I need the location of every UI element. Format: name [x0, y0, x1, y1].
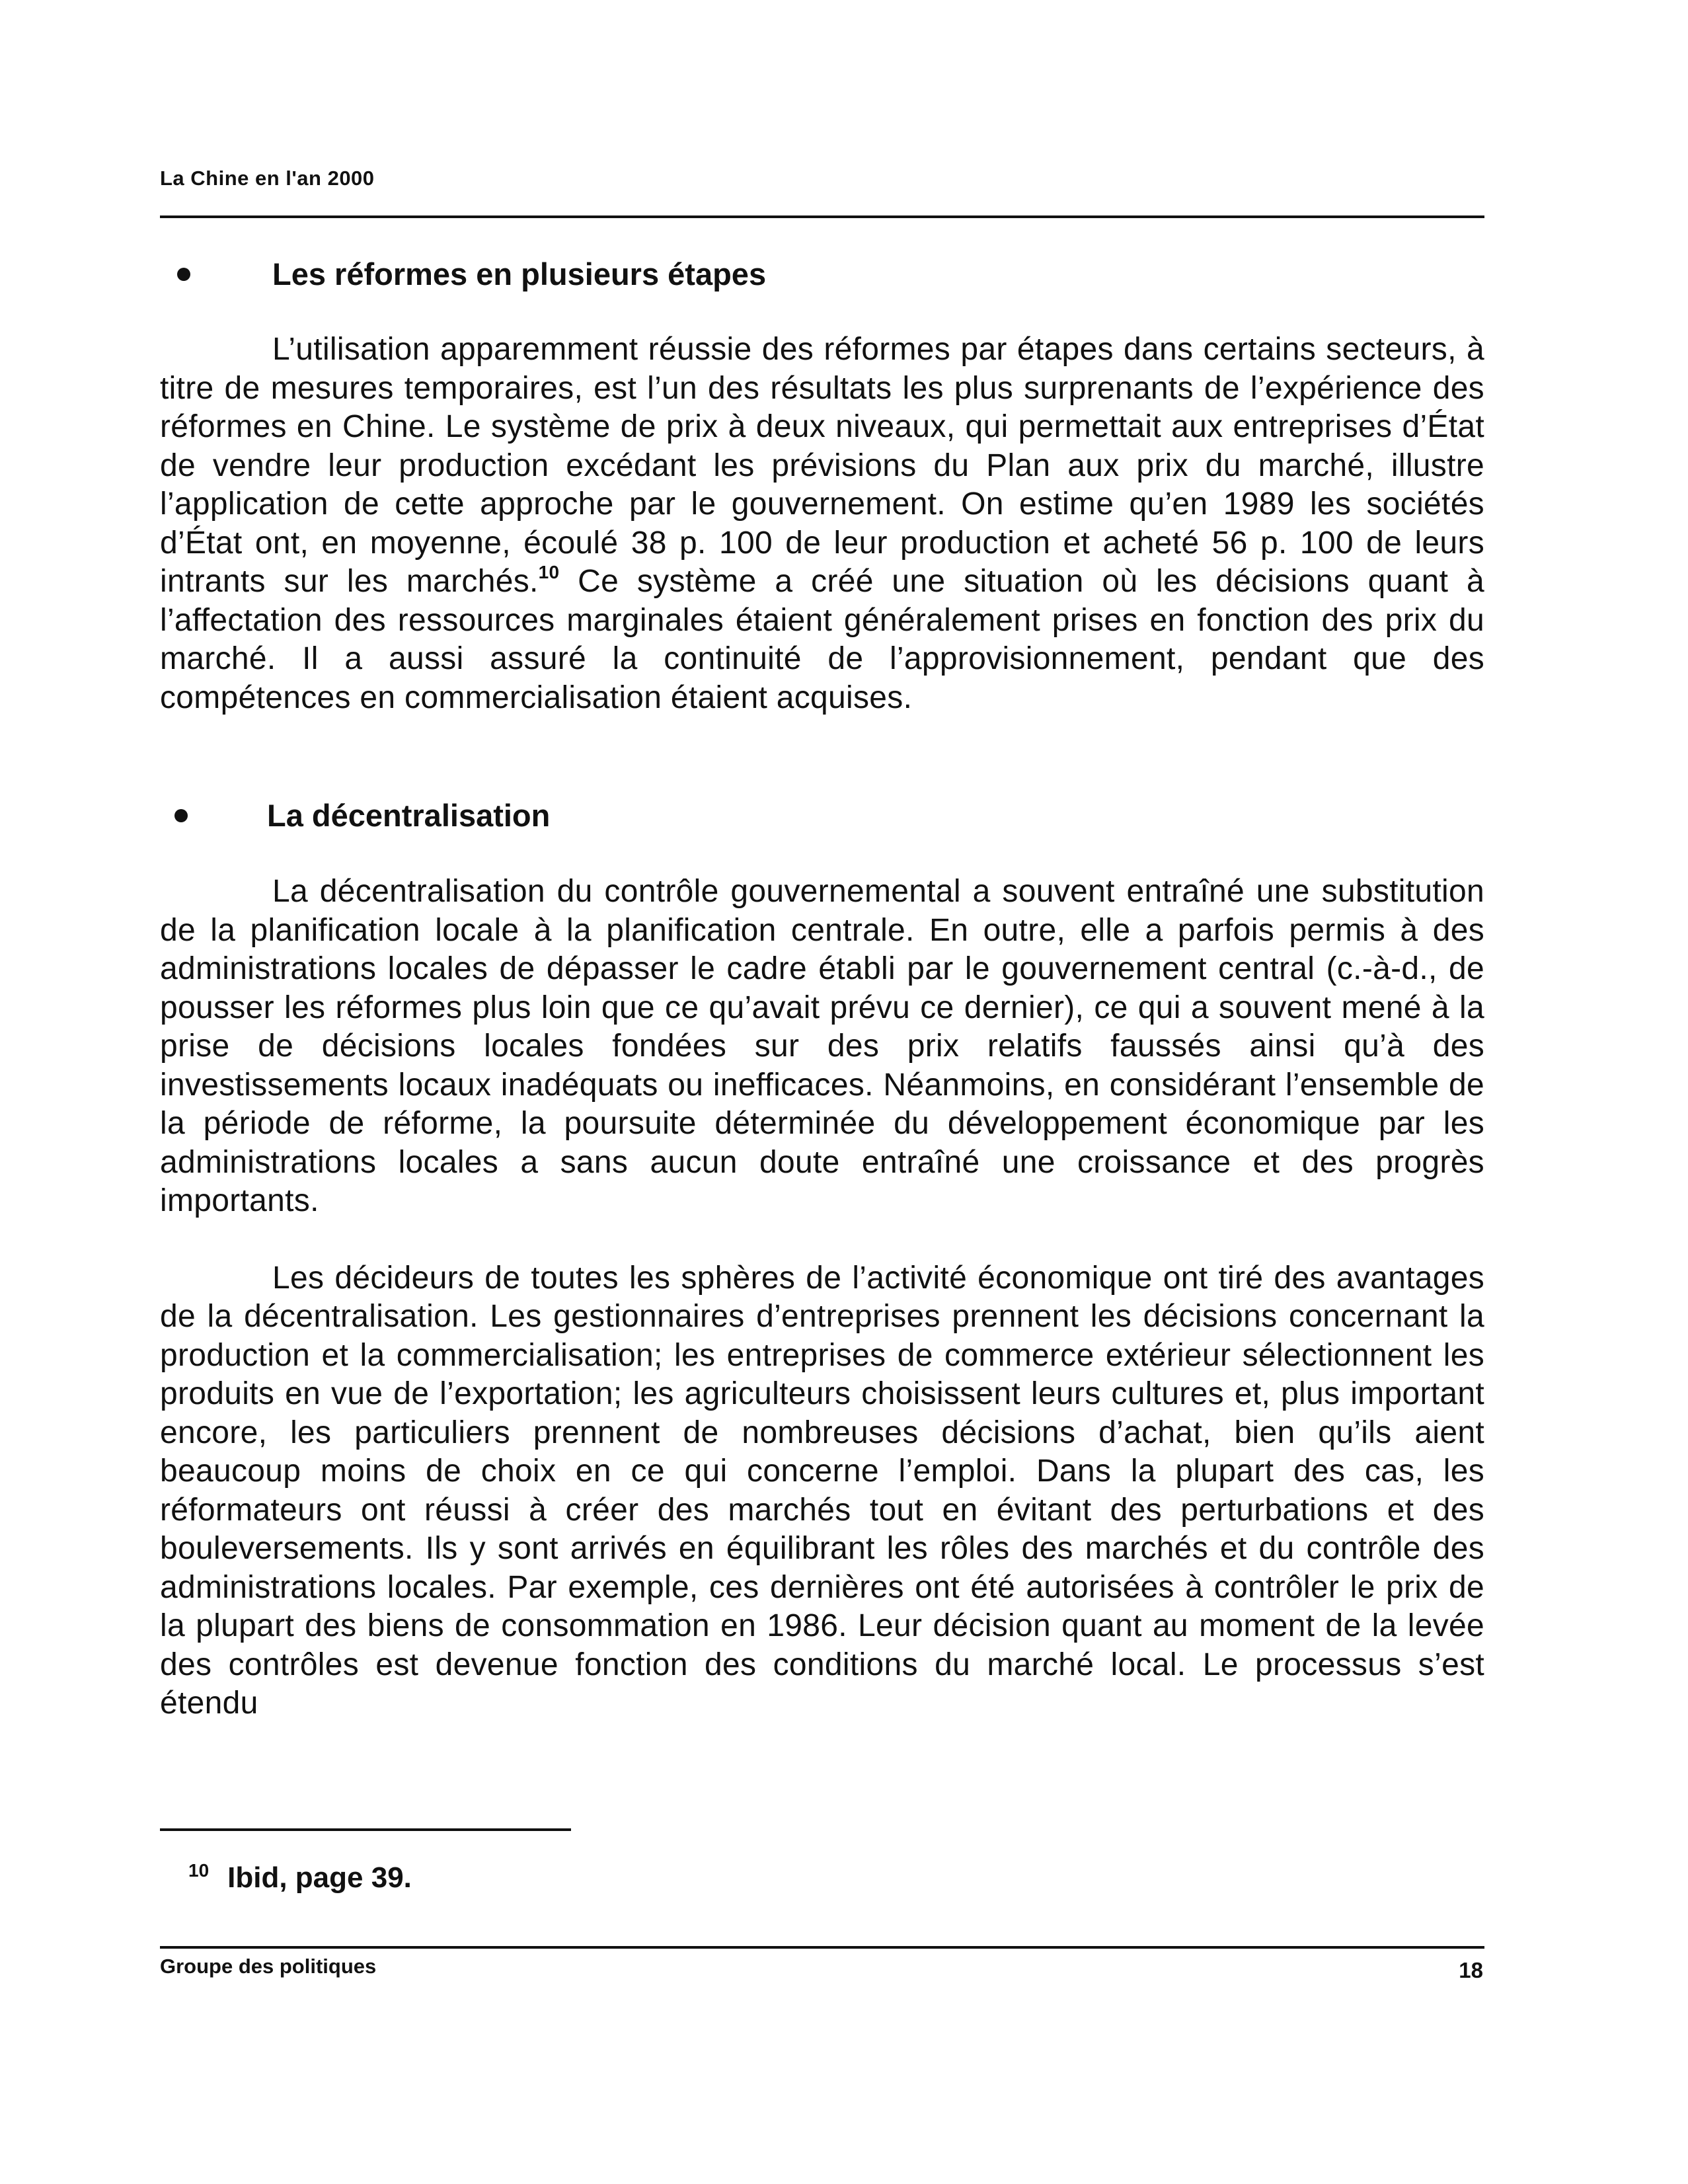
bullet-icon — [177, 268, 190, 281]
paragraph — [160, 331, 1484, 717]
bullet-icon — [174, 809, 188, 822]
header-rule — [160, 215, 1484, 218]
page-number: 18 — [1459, 1958, 1483, 1982]
paragraph-text-continued: Ce système a créé une situation où les décisions quant à l’affectation des ressources marginales étaient généralement prises en fonction des prix du marché. Il a aussi assuré la continuité de l’approvisionnement, pendant que des compétences en commercialisation étaient acquises. — [160, 564, 1484, 715]
section-heading-text: Les réformes en plusieurs étapes — [272, 256, 767, 292]
footnote-reference: 10 — [538, 562, 560, 582]
section-heading-text: La décentralisation — [267, 798, 551, 833]
section-heading — [160, 254, 1484, 294]
footer-rule — [160, 1946, 1484, 1949]
footnote — [188, 1852, 412, 1896]
footer-organization: Groupe des politiques — [160, 1955, 377, 1978]
section-heading — [160, 796, 1484, 836]
running-header: La Chine en l'an 2000 — [160, 167, 375, 190]
section-decentralization — [160, 796, 1484, 1723]
footnote-number: 10 — [188, 1860, 210, 1881]
paragraph: La décentralisation du contrôle gouvernemental a souvent entraîné une substitution de la planification locale à la planification centrale. En outre, elle a parfois permis à des administrations locales de dépasser le cadre établi par le gouvernement central (c.-à-d., de pousser les réformes plus loin que ce qu’avait prévu ce dernier), ce qui a souvent mené à la prise de décisions locales fondées sur des prix relatifs faussés ainsi qu’à des investissements locaux inadéquats ou inefficaces. Néanmoins, en considérant l’ensemble de la période de réforme, la poursuite déterminée du développement économique par les administrations locales a sans aucun doute entraîné une croissance et des progrès importants. — [160, 874, 1484, 1218]
paragraph-text: L’utilisation apparemment réussie des réformes par étapes dans certains secteurs, à titre de mesures temporaires, est l’un des résultats les plus surprenants de l’expérience des réformes en Chine. Le système de prix à deux niveaux, qui permettait aux entreprises d’État de vendre leur production excédant les prévisions du Plan aux prix du marché, illustre l’application de cette approche par le gouvernement. On estime qu’en 1989 les sociétés d’État ont, en moyenne, écoulé 38 p. 100 de leur production et acheté 56 p. 100 de leurs intrants sur les marchés. — [160, 332, 1484, 599]
paragraph: Les décideurs de toutes les sphères de l’activité économique ont tiré des avantages de la décentralisation. Les gestionnaires d’entreprises prennent les décisions concernant la production et la commercialisation; les entreprises de commerce extérieur sélectionnent les produits en vue de l’exportation; les agriculteurs choisissent leurs cultures et, plus important encore, les particuliers prennent de nombreuses décisions d’achat, bien qu’ils aient beaucoup moins de choix en ce qui concerne l’emploi. Dans la plupart des cas, les réformateurs ont réussi à créer des marchés tout en évitant des perturbations et des bouleversements. Ils y sont arrivés en équilibrant les rôles des marchés et du contrôle des administrations locales. Par exemple, ces dernières ont été autorisées à contrôler le prix de la plupart des biens de consommation en 1986. Leur décision quant au moment de la levée des contrôles est devenue fonction des conditions du marché local. Le processus s’est étendu — [160, 1260, 1484, 1721]
footnote-text: Ibid, page 39. — [227, 1861, 412, 1894]
footnote-rule — [160, 1828, 571, 1831]
section-phased-reforms — [160, 254, 1484, 717]
